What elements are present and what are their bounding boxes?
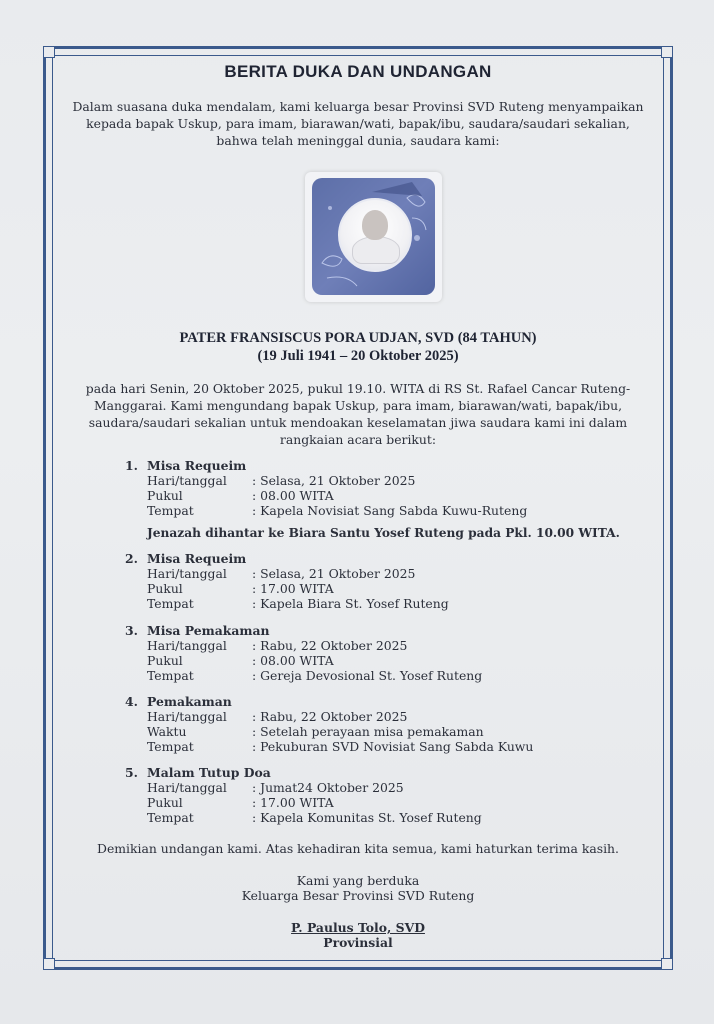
event-label: Pukul	[147, 653, 183, 668]
announcement-line: Manggarai. Kami mengundang bapak Uskup, para imam, biarawan/wati, bapak/ibu,	[93, 398, 623, 413]
signature-line: Keluarga Besar Provinsi SVD Ruteng	[241, 888, 475, 903]
frame-corner	[43, 958, 55, 970]
portrait-circle	[338, 198, 412, 272]
event-label: Hari/tanggal	[147, 566, 227, 581]
event-value: : Selasa, 21 Oktober 2025	[252, 473, 416, 488]
deceased-name: PATER FRANSISCUS PORA UDJAN, SVD (84 TAHUN)	[179, 330, 537, 346]
event-title: Pemakaman	[147, 694, 232, 709]
event-value: : 17.00 WITA	[252, 581, 334, 596]
closing-text: Demikian undangan kami. Atas kehadiran kita semua, kami haturkan terima kasih.	[97, 841, 619, 856]
event-number: 2.	[125, 551, 138, 566]
event-label: Pukul	[147, 488, 183, 503]
event-title: Malam Tutup Doa	[147, 765, 271, 780]
event-value: : Kapela Biara St. Yosef Ruteng	[252, 596, 449, 611]
event-label: Tempat	[147, 596, 194, 611]
event-item	[125, 694, 534, 754]
event-item	[125, 458, 528, 518]
event-number: 3.	[125, 623, 138, 638]
portrait-face	[362, 210, 388, 240]
event-label: Tempat	[147, 810, 194, 825]
signature-line: Kami yang berduka	[296, 873, 420, 888]
event-value: : 08.00 WITA	[252, 488, 334, 503]
event-label: Pukul	[147, 795, 183, 810]
announcement-line: saudara/saudari sekalian untuk mendoakan keselamatan jiwa saudara kami ini dalam	[88, 415, 628, 430]
event-value: : 17.00 WITA	[252, 795, 334, 810]
portrait-photo	[312, 178, 435, 295]
frame-corner	[43, 46, 55, 58]
event-label: Pukul	[147, 581, 183, 596]
event-title: Misa Requeim	[147, 551, 247, 566]
event-item	[125, 765, 482, 825]
event-label: Hari/tanggal	[147, 473, 227, 488]
event-number: 5.	[125, 765, 138, 780]
event-label: Tempat	[147, 739, 194, 754]
event-label: Hari/tanggal	[147, 780, 227, 795]
event-label: Tempat	[147, 668, 194, 683]
frame-corner	[661, 958, 673, 970]
event-number: 1.	[125, 458, 138, 473]
event-value: : Rabu, 22 Oktober 2025	[252, 638, 408, 653]
event-title: Misa Pemakaman	[147, 623, 270, 638]
event-value: : Jumat24 Oktober 2025	[252, 780, 404, 795]
portrait-frame	[305, 172, 442, 302]
intro-paragraph	[60, 98, 656, 149]
event-value: : Rabu, 22 Oktober 2025	[252, 709, 408, 724]
event-label: Waktu	[147, 724, 187, 739]
event-value: : Gereja Devosional St. Yosef Ruteng	[252, 668, 483, 683]
intro-line: bahwa telah meninggal dunia, saudara kami:	[216, 133, 500, 148]
event-title: Misa Requeim	[147, 458, 247, 473]
event-value: : 08.00 WITA	[252, 653, 334, 668]
deceased-dates: (19 Juli 1941 – 20 Oktober 2025)	[257, 348, 459, 364]
announcement-line: pada hari Senin, 20 Oktober 2025, pukul 19.10. WITA di RS St. Rafael Cancar Ruteng-	[85, 381, 631, 396]
event-value: : Selasa, 21 Oktober 2025	[252, 566, 416, 581]
event-value: : Kapela Novisiat Sang Sabda Kuwu-Ruteng	[252, 503, 528, 518]
frame-corner	[661, 46, 673, 58]
page-title: BERITA DUKA DAN UNDANGAN	[224, 62, 492, 81]
event-value: : Pekuburan SVD Novisiat Sang Sabda Kuwu	[252, 739, 534, 754]
transfer-note: Jenazah dihantar ke Biara Santu Yosef Ruteng pada Pkl. 10.00 WITA.	[147, 526, 620, 540]
event-item	[125, 623, 483, 683]
signatory-name: P. Paulus Tolo, SVD	[291, 920, 425, 935]
signatory-role: Provinsial	[323, 935, 393, 950]
event-label: Hari/tanggal	[147, 709, 227, 724]
announcement-paragraph	[60, 380, 656, 448]
portrait-shoulders	[352, 236, 400, 264]
announcement-line: rangkaian acara berikut:	[279, 432, 437, 447]
event-item	[125, 551, 449, 611]
event-label: Hari/tanggal	[147, 638, 227, 653]
event-value: : Kapela Komunitas St. Yosef Ruteng	[252, 810, 482, 825]
intro-line: Dalam suasana duka mendalam, kami keluarga besar Provinsi SVD Ruteng menyampaikan	[72, 99, 644, 114]
intro-line: kepada bapak Uskup, para imam, biarawan/wati, bapak/ibu, saudara/saudari sekalian,	[86, 116, 630, 131]
event-number: 4.	[125, 694, 138, 709]
event-label: Tempat	[147, 503, 194, 518]
event-value: : Setelah perayaan misa pemakaman	[252, 724, 484, 739]
